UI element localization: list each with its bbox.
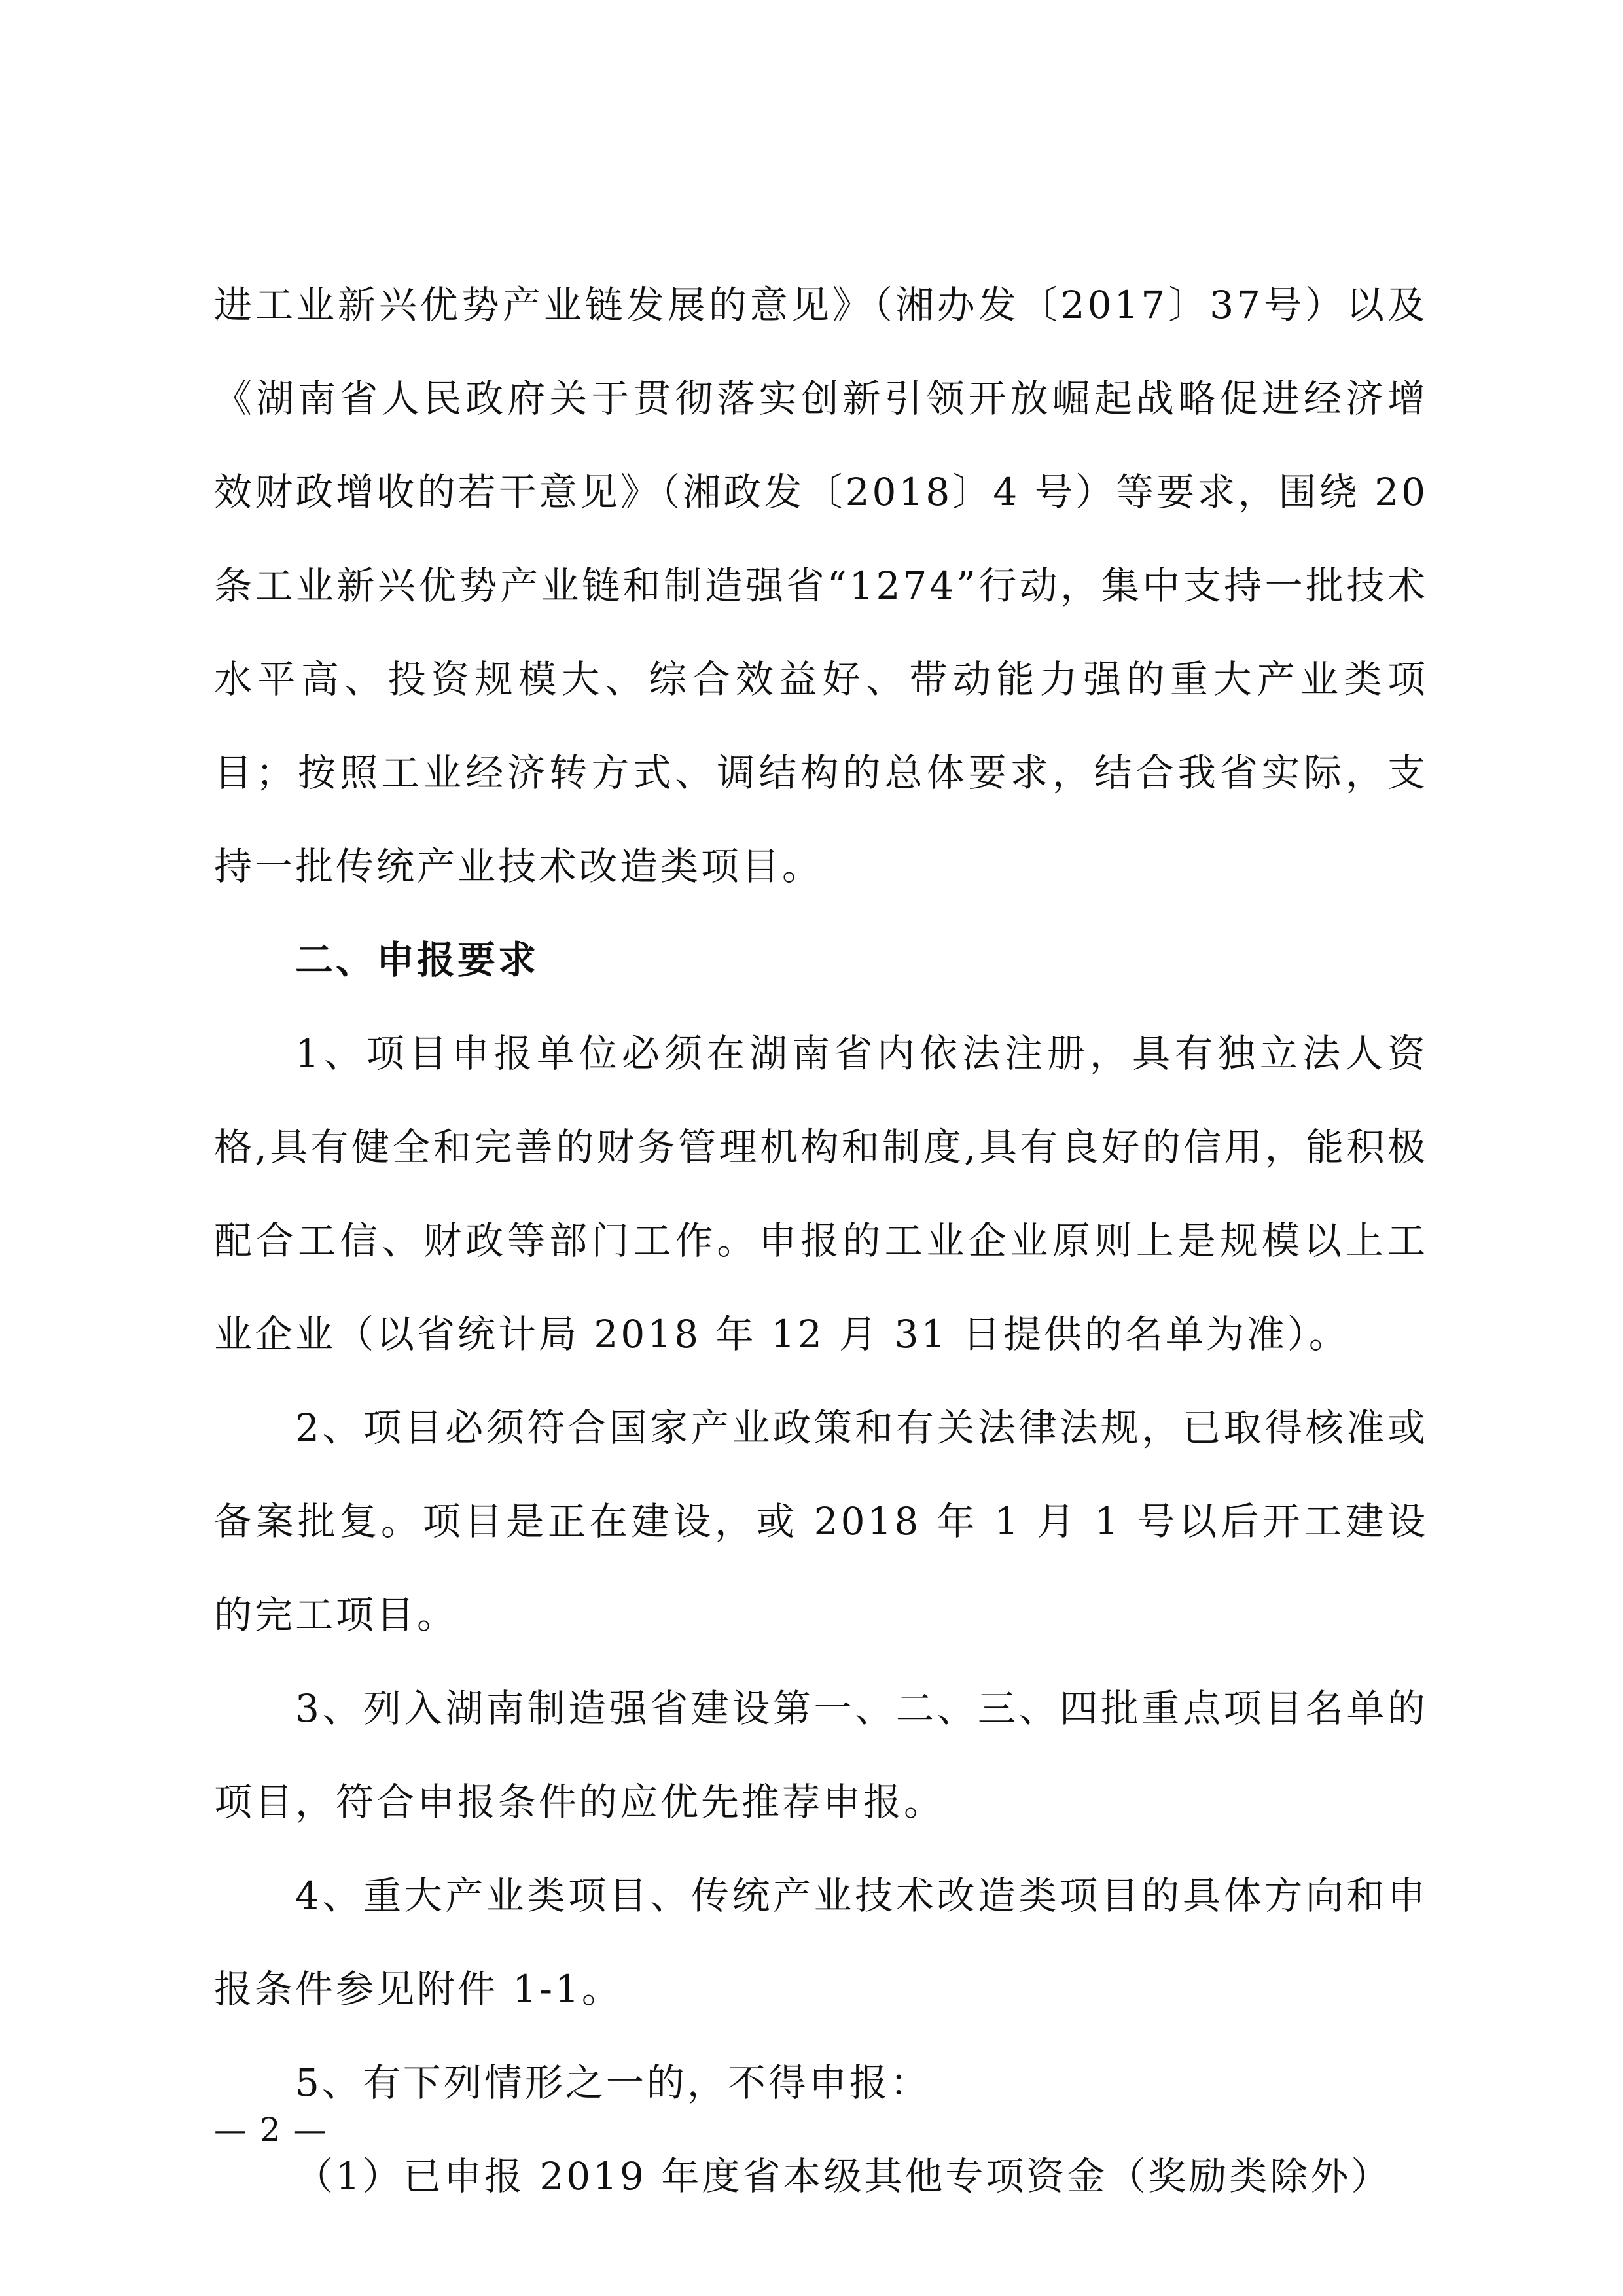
paragraph-requirement-1: 1、项目申报单位必须在湖南省内依法注册，具有独立法人资格,具有健全和完善的财务管理机构和制度,具有良好的信用，能积极配合工信、财政等部门工作。申报的工业企业原则上是规模以上工业企业（以省统计局 2018 年 12 月 31 日提供的名单为准）。 [214, 1031, 1428, 1356]
page-number: — 2 — [214, 2111, 328, 2149]
section-heading-requirements: 二、申报要求 [295, 938, 539, 982]
paragraph-requirement-3: 3、列入湖南制造强省建设第一、二、三、四批重点项目名单的项目，符合申报条件的应优先推荐申报。 [214, 1686, 1428, 1824]
paragraph-intro: 进工业新兴优势产业链发展的意见》（湘办发〔2017〕37号）以及《湖南省人民政府关于贯彻落实创新引领开放崛起战略促进经济增效财政增收的若干意见》（湘政发〔2018〕4 号）等要求，围绕 20 条工业新兴优势产业链和制造强省“1274”行动，集中支持一批技术水平高、投资规模大、综合效益好、带动能力强的重大产业类项目；按照工业经济转方式、调结构的总体要求，结合我省实际，支持一批传统产业技术改造类项目。 [214, 283, 1428, 889]
paragraph-requirement-4: 4、重大产业类项目、传统产业技术改造类项目的具体方向和申报条件参见附件 1-1。 [214, 1873, 1428, 2011]
document-body [214, 258, 1428, 2223]
paragraph-requirement-5: 5、有下列情形之一的，不得申报： [295, 2060, 931, 2105]
paragraph-requirement-5-1: （1）已申报 2019 年度省本级其他专项资金（奖励类除外） [295, 2154, 1392, 2199]
paragraph-requirement-2: 2、项目必须符合国家产业政策和有关法律法规，已取得核准或备案批复。项目是正在建设，或 2018 年 1 月 1 号以后开工建设的完工项目。 [214, 1405, 1428, 1637]
